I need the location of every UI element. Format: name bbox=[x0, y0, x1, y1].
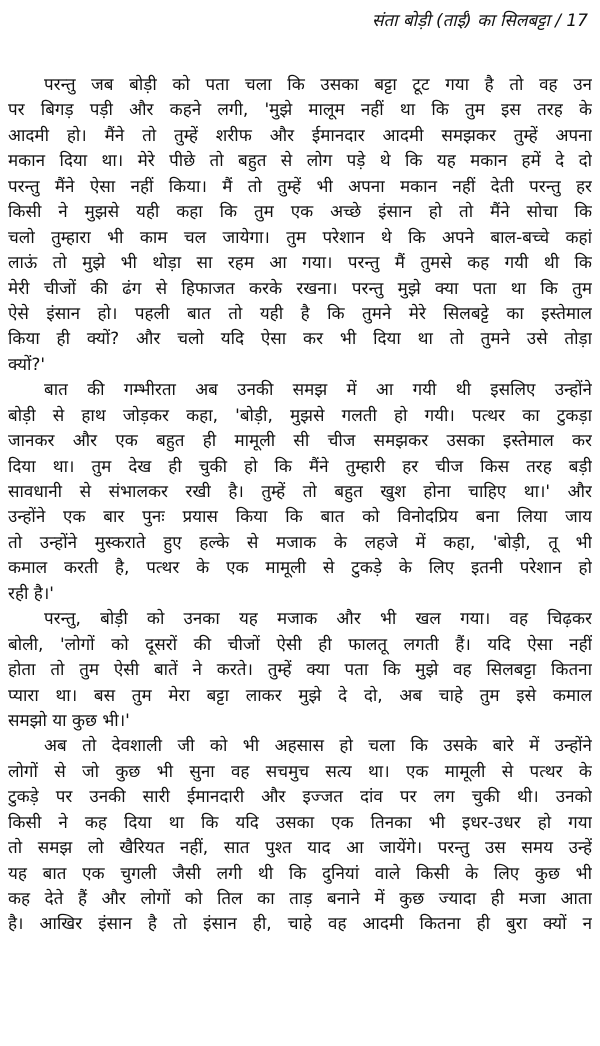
text-line: रही है।' bbox=[8, 583, 54, 604]
text-line: परन्तु मैंने ऐसा नहीं किया। मैं तो तुम्हें भी अपना मकान नहीं देती परन्तु हर bbox=[8, 176, 592, 197]
text-line: समझो या कुछ भी।' bbox=[8, 710, 130, 731]
text-line: उन्होंने एक बार पुनः प्रयास किया कि बात को विनोदप्रिय बना लिया जाय bbox=[8, 507, 592, 528]
text-line: बोड़ी से हाथ जोड़कर कहा, 'बोड़ी, मुझसे गलती हो गयी। पत्थर का टुकड़ा bbox=[8, 405, 592, 426]
text-line: दिया था। तुम देख ही चुकी हो कि मैंने तुम्हारी हर चीज किस तरह बड़ी bbox=[8, 456, 592, 477]
text-line: तो समझ लो खैरियत नहीं, सात पुश्त याद आ जायेंगे। परन्तु उस समय उन्हें bbox=[8, 838, 592, 859]
text-line: कह देते हैं और लोगों को तिल का ताड़ बनाने में कुछ ज्यादा ही मजा आता bbox=[8, 889, 592, 909]
text-line: आदमी हो। मैंने तो तुम्हें शरीफ और ईमानदार आदमी समझकर तुम्हें अपना bbox=[8, 125, 592, 146]
text-line: पर बिगड़ पड़ी और कहने लगी, 'मुझे मालूम नहीं था कि तुम इस तरह के bbox=[8, 100, 592, 121]
text-line: मकान दिया था। मेरे पीछे तो बहुत से लोग पड़े थे कि यह मकान हमें दे दो bbox=[8, 151, 592, 172]
paragraph-start-line: परन्तु, बोड़ी को उनका यह मजाक और भी खल गया। वह चिढ़कर bbox=[44, 609, 592, 630]
text-line: लोगों से जो कुछ भी सुना वह सचमुच सत्य था। एक मामूली से पत्थर के bbox=[8, 761, 592, 782]
text-line: प्यारा था। बस तुम मेरा बट्टा लाकर मुझे दे दो, अब चाहे तुम इसे कमाल bbox=[8, 685, 592, 706]
paragraph-start-line: अब तो देवशाली जी को भी अहसास हो चला कि उसके बारे में उन्होंने bbox=[44, 736, 592, 757]
text-line: यह बात एक चुगली जैसी लगी थी कि दुनियां वाले किसी के लिए कुछ भी bbox=[8, 863, 592, 884]
text-line: बोली, 'लोगों को दूसरों की चीजों ऐसी ही फालतू लगती हैं। यदि ऐसा नहीं bbox=[8, 634, 592, 655]
text-line: चलो तुम्हारा भी काम चल जायेगा। तुम परेशान थे कि अपने बाल-बच्चे कहां bbox=[8, 227, 592, 248]
paragraph-start-line: परन्तु जब बोड़ी को पता चला कि उसका बट्टा टूट गया है तो वह उन bbox=[44, 75, 592, 95]
text-line: टुकड़े पर उनकी सारी ईमानदारी और इज्जत दांव पर लग चुकी थी। उनको bbox=[8, 787, 592, 808]
header-separator: / bbox=[555, 11, 561, 31]
running-header bbox=[372, 8, 588, 31]
text-line: तो उन्होंने मुस्कराते हुए हल्के से मजाक के लहजे में कहा, 'बोड़ी, तू भी bbox=[8, 532, 592, 553]
running-title: संता बोड़ी (ताई) का सिलबट्टा bbox=[371, 11, 550, 31]
text-line: ऐसे इंसान हो। पहली बात तो यही है कि तुमने मेरे सिलबट्टे का इस्तेमाल bbox=[8, 303, 592, 324]
text-line: जानकर और एक बहुत ही मामूली सी चीज समझकर उसका इस्तेमाल कर bbox=[8, 431, 592, 452]
paragraph-start-line: बात की गम्भीरता अब उनकी समझ में आ गयी थी इसलिए उन्होंने bbox=[44, 380, 592, 401]
text-line: लाऊं तो मुझे भी थोड़ा सा रहम आ गया। परन्तु मैं तुमसे कह गयी थी कि bbox=[8, 253, 592, 274]
page-number: 17 bbox=[566, 11, 588, 31]
page-body-text bbox=[8, 73, 592, 938]
text-line: होता तो तुम ऐसी बातें ने करते। तुम्हें क्या पता कि मुझे वह सिलबट्टा कितना bbox=[8, 660, 592, 681]
text-line: मेरी चीजों की ढंग से हिफाजत करके रखना। परन्तु मुझे क्या पता था कि तुम bbox=[8, 278, 592, 299]
text-line: किसी ने कह दिया था कि यदि उसका एक तिनका भी इधर-उधर हो गया bbox=[8, 812, 592, 833]
text-line: सावधानी से संभालकर रखी है। तुम्हें तो बहुत खुश होना चाहिए था।' और bbox=[8, 482, 592, 502]
text-line: कमाल करती है, पत्थर के एक मामूली से टुकड़े के लिए इतनी परेशान हो bbox=[8, 558, 592, 579]
text-line: किसी ने मुझसे यही कहा कि तुम एक अच्छे इंसान हो तो मैंने सोचा कि bbox=[8, 202, 592, 223]
text-line: क्यों?' bbox=[8, 354, 46, 375]
text-line: किया ही क्यों? और चलो यदि ऐसा कर भी दिया था तो तुमने उसे तोड़ा bbox=[8, 329, 592, 350]
text-line: है। आखिर इंसान है तो इंसान ही, चाहे वह आदमी कितना ही बुरा क्यों न bbox=[8, 914, 592, 935]
